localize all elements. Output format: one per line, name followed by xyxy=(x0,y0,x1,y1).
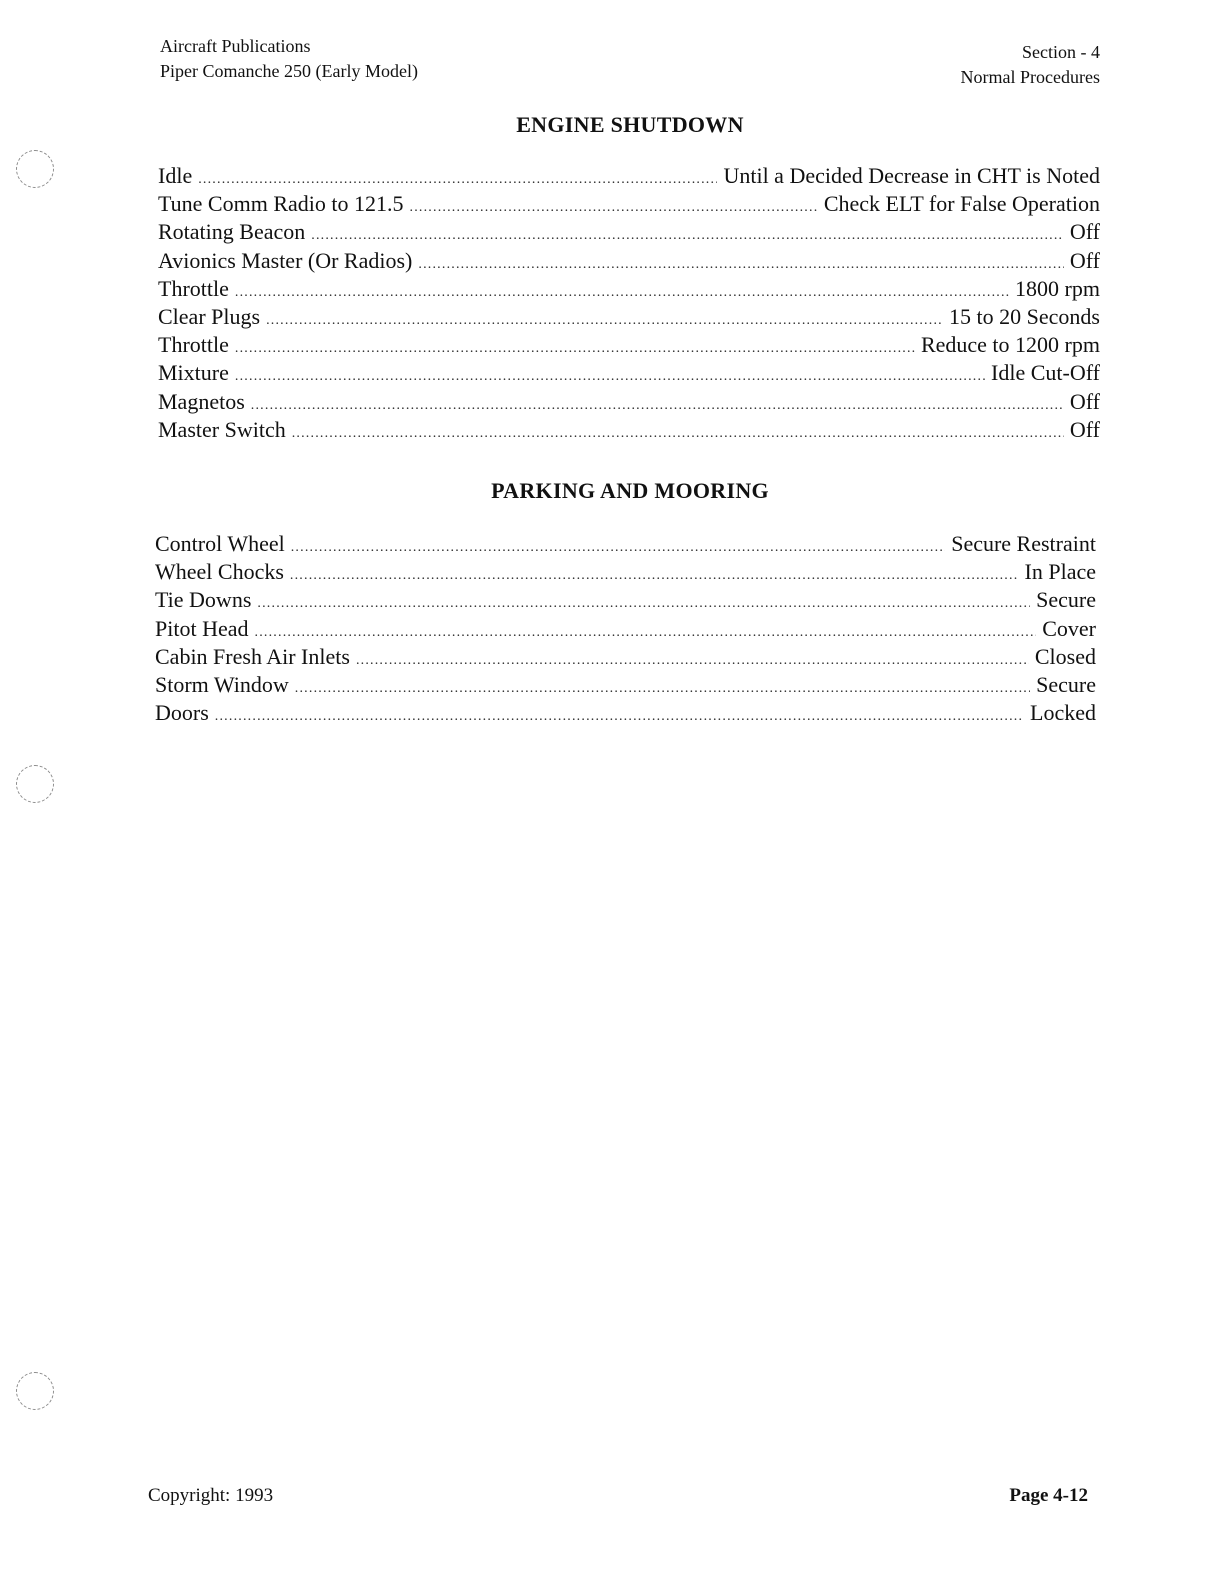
checklist-row xyxy=(158,219,1100,247)
checklist-value: Closed xyxy=(1034,643,1096,669)
checklist-value: Secure Restraint xyxy=(951,531,1096,556)
checklist-row xyxy=(158,332,1100,360)
publisher-name: Aircraft Publications xyxy=(160,36,311,56)
dot-leader xyxy=(311,228,1064,244)
checklist-value: Locked xyxy=(1030,700,1096,726)
checklist-item: Magnetos xyxy=(158,388,245,414)
binder-hole-icon xyxy=(16,1372,54,1410)
dot-leader xyxy=(266,313,943,329)
engine-shutdown-heading: ENGINE SHUTDOWN xyxy=(516,112,744,137)
dot-leader xyxy=(291,540,945,556)
dot-leader xyxy=(292,426,1064,442)
parking-mooring-checklist xyxy=(155,531,1096,728)
checklist-value: Cover xyxy=(1042,615,1096,641)
checklist-row xyxy=(158,360,1100,388)
checklist-value: Off xyxy=(1069,247,1100,273)
dot-leader xyxy=(295,681,1030,697)
checklist-item: Master Switch xyxy=(158,416,286,442)
checklist-row xyxy=(158,191,1100,219)
checklist-value: Reduce to 1200 rpm xyxy=(920,332,1100,358)
parking-mooring-heading: PARKING AND MOORING xyxy=(491,478,769,503)
dot-leader xyxy=(235,369,985,385)
checklist-item: Mixture xyxy=(158,360,229,386)
checklist-item: Tie Downs xyxy=(155,587,252,613)
checklist-item: Doors xyxy=(155,700,209,726)
checklist-row xyxy=(158,248,1100,276)
binder-hole-icon xyxy=(16,765,54,803)
dot-leader xyxy=(410,200,818,216)
checklist-value: 1800 rpm xyxy=(1015,275,1100,301)
copyright-notice: Copyright: 1993 xyxy=(148,1485,274,1506)
checklist-item: Throttle xyxy=(158,275,229,301)
checklist-item: Tune Comm Radio to 121.5 xyxy=(158,191,404,217)
checklist-value: Off xyxy=(1069,416,1100,442)
dot-leader xyxy=(290,568,1019,584)
checklist-item: Clear Plugs xyxy=(158,303,261,329)
dot-leader xyxy=(251,398,1064,414)
checklist-value: Secure xyxy=(1036,587,1096,613)
checklist-value: Idle Cut-Off xyxy=(991,360,1100,386)
dot-leader xyxy=(356,653,1029,669)
checklist-row xyxy=(155,644,1096,672)
checklist-value: 15 to 20 Seconds xyxy=(949,303,1100,329)
checklist-row xyxy=(155,616,1096,644)
checklist-row xyxy=(158,163,1100,191)
engine-shutdown-checklist xyxy=(158,163,1100,445)
dot-leader xyxy=(235,341,915,357)
dot-leader xyxy=(418,257,1063,273)
checklist-row xyxy=(158,304,1100,332)
page-number: Page 4-12 xyxy=(1009,1485,1088,1506)
checklist-item: Pitot Head xyxy=(155,615,249,641)
checklist-value: Off xyxy=(1069,388,1100,414)
checklist-row xyxy=(158,389,1100,417)
checklist-value: Until a Decided Decrease in CHT is Noted xyxy=(723,163,1100,188)
checklist-row xyxy=(155,672,1096,700)
checklist-item: Avionics Master (Or Radios) xyxy=(158,247,413,273)
checklist-item: Control Wheel xyxy=(155,531,285,556)
binder-hole-icon xyxy=(16,150,54,188)
dot-leader xyxy=(235,285,1009,301)
checklist-row xyxy=(155,587,1096,615)
checklist-item: Idle xyxy=(158,163,193,188)
dot-leader xyxy=(215,709,1024,725)
checklist-item: Cabin Fresh Air Inlets xyxy=(155,643,350,669)
section-title: Normal Procedures xyxy=(960,67,1100,87)
checklist-row xyxy=(155,700,1096,728)
page-header-right xyxy=(961,40,1100,90)
checklist-item: Rotating Beacon xyxy=(158,219,306,245)
checklist-item: Wheel Chocks xyxy=(155,559,284,585)
checklist-value: Check ELT for False Operation xyxy=(823,191,1100,217)
checklist-item: Storm Window xyxy=(155,671,289,697)
aircraft-model: Piper Comanche 250 (Early Model) xyxy=(160,61,418,81)
dot-leader xyxy=(257,596,1030,612)
checklist-row xyxy=(155,559,1096,587)
dot-leader xyxy=(198,172,717,188)
checklist-row xyxy=(155,531,1096,559)
checklist-value: Secure xyxy=(1036,671,1096,697)
checklist-item: Throttle xyxy=(158,332,229,358)
checklist-value: Off xyxy=(1069,219,1100,245)
page-header-left xyxy=(160,34,418,84)
dot-leader xyxy=(255,625,1037,641)
section-number: Section - 4 xyxy=(1022,42,1100,62)
checklist-row xyxy=(158,276,1100,304)
checklist-row xyxy=(158,417,1100,445)
checklist-value: In Place xyxy=(1024,559,1096,585)
